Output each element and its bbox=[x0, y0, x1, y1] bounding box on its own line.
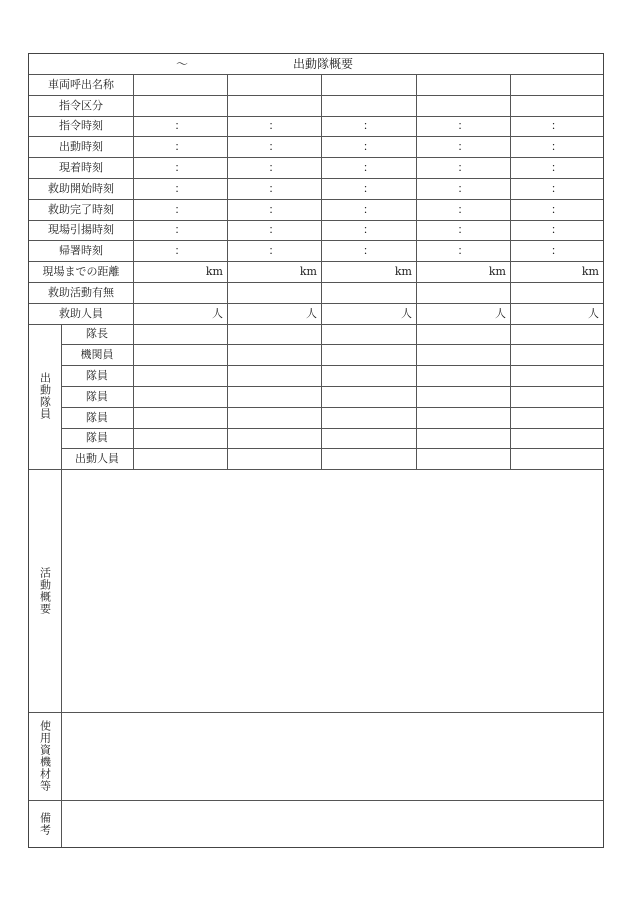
row-value-cell[interactable] bbox=[133, 282, 227, 303]
crew-member-cell[interactable] bbox=[227, 324, 321, 345]
dispatch-summary-form bbox=[28, 53, 604, 848]
row-value-cell[interactable] bbox=[227, 95, 321, 116]
crew-member-cell[interactable] bbox=[416, 448, 510, 469]
crew-member-cell[interactable] bbox=[416, 386, 510, 407]
row-value-cell[interactable]: ： bbox=[174, 140, 186, 154]
crew-member-cell[interactable] bbox=[510, 365, 603, 386]
crew-member-cell[interactable] bbox=[227, 386, 321, 407]
crew-member-cell[interactable] bbox=[321, 324, 416, 345]
row-value-cell[interactable]: ： bbox=[268, 140, 280, 154]
row-value-cell[interactable] bbox=[133, 74, 227, 95]
crew-member-cell[interactable] bbox=[227, 407, 321, 428]
crew-member-cell[interactable] bbox=[321, 365, 416, 386]
crew-member-label: 隊員 bbox=[86, 389, 108, 403]
crew-member-cell[interactable] bbox=[416, 407, 510, 428]
grid-line bbox=[61, 469, 62, 712]
crew-member-cell[interactable] bbox=[510, 407, 603, 428]
crew-member-cell[interactable] bbox=[510, 428, 603, 449]
row-value-cell[interactable]: ： bbox=[174, 119, 186, 133]
remarks-field[interactable] bbox=[61, 800, 603, 847]
equipment-used-field[interactable] bbox=[61, 712, 603, 800]
grid-line bbox=[510, 74, 511, 469]
row-value-cell[interactable]: 人 bbox=[401, 306, 412, 320]
crew-member-cell[interactable] bbox=[227, 365, 321, 386]
crew-member-cell[interactable] bbox=[321, 428, 416, 449]
row-value-cell[interactable]: ： bbox=[457, 244, 469, 258]
row-value-cell[interactable]: ： bbox=[268, 119, 280, 133]
row-value-cell[interactable]: ： bbox=[551, 202, 562, 216]
activity-summary-field[interactable] bbox=[61, 469, 603, 712]
crew-member-cell[interactable] bbox=[133, 448, 227, 469]
row-value-cell[interactable]: ： bbox=[174, 161, 186, 175]
row-value-cell[interactable] bbox=[510, 282, 603, 303]
row-label: 救助人員 bbox=[59, 306, 103, 320]
grid-line bbox=[416, 74, 417, 469]
grid-line bbox=[61, 712, 62, 800]
row-value-cell[interactable]: ： bbox=[551, 223, 562, 237]
crew-member-cell[interactable] bbox=[510, 324, 603, 345]
row-value-cell[interactable]: 人 bbox=[306, 306, 317, 320]
row-label: 車両呼出名称 bbox=[48, 77, 114, 91]
row-label: 出動時刻 bbox=[59, 140, 103, 154]
row-value-cell[interactable] bbox=[227, 282, 321, 303]
row-value-cell[interactable] bbox=[227, 74, 321, 95]
row-value-cell[interactable] bbox=[416, 74, 510, 95]
row-value-cell[interactable] bbox=[416, 282, 510, 303]
crew-member-label: 隊員 bbox=[86, 369, 108, 383]
crew-member-cell[interactable] bbox=[510, 448, 603, 469]
grid-line bbox=[61, 324, 62, 470]
row-value-cell[interactable] bbox=[510, 74, 603, 95]
row-value-cell[interactable]: ： bbox=[268, 181, 280, 195]
row-value-cell[interactable] bbox=[321, 95, 416, 116]
crew-member-cell[interactable] bbox=[416, 344, 510, 365]
crew-member-cell[interactable] bbox=[133, 365, 227, 386]
crew-member-cell[interactable] bbox=[321, 407, 416, 428]
row-value-cell[interactable]: km bbox=[205, 265, 223, 279]
row-value-cell[interactable]: ： bbox=[457, 119, 469, 133]
row-value-cell[interactable]: ： bbox=[174, 244, 186, 258]
grid-line bbox=[61, 800, 62, 847]
crew-member-cell[interactable] bbox=[510, 344, 603, 365]
row-value-cell[interactable]: 人 bbox=[588, 306, 599, 320]
row-value-cell[interactable]: ： bbox=[363, 223, 374, 237]
row-value-cell[interactable]: ： bbox=[363, 244, 374, 258]
crew-member-cell[interactable] bbox=[510, 386, 603, 407]
crew-member-label: 隊員 bbox=[86, 431, 108, 445]
crew-member-cell[interactable] bbox=[321, 344, 416, 365]
row-value-cell[interactable] bbox=[133, 95, 227, 116]
crew-member-cell[interactable] bbox=[416, 428, 510, 449]
activity-summary-label: 活動概要 bbox=[38, 566, 52, 615]
row-value-cell[interactable]: ： bbox=[457, 161, 469, 175]
crew-member-cell[interactable] bbox=[133, 407, 227, 428]
row-value-cell[interactable]: ： bbox=[457, 181, 469, 195]
row-label: 救助完了時刻 bbox=[48, 202, 114, 216]
header-tilde: ～ bbox=[175, 57, 188, 71]
row-value-cell[interactable] bbox=[321, 74, 416, 95]
crew-member-cell[interactable] bbox=[416, 365, 510, 386]
row-value-cell[interactable]: km bbox=[394, 265, 412, 279]
crew-member-cell[interactable] bbox=[416, 324, 510, 345]
remarks-label: 備考 bbox=[38, 811, 52, 836]
row-value-cell[interactable]: ： bbox=[268, 244, 280, 258]
row-value-cell[interactable]: ： bbox=[174, 181, 186, 195]
row-value-cell[interactable]: km bbox=[299, 265, 317, 279]
row-value-cell[interactable]: ： bbox=[363, 181, 374, 195]
row-label: 指令区分 bbox=[59, 98, 103, 112]
grid-line bbox=[133, 74, 134, 469]
row-value-cell[interactable] bbox=[416, 95, 510, 116]
grid-line bbox=[321, 74, 322, 469]
crew-member-label: 隊長 bbox=[86, 327, 108, 341]
row-value-cell[interactable]: ： bbox=[268, 223, 280, 237]
crew-member-cell[interactable] bbox=[133, 428, 227, 449]
crew-member-cell[interactable] bbox=[227, 448, 321, 469]
row-value-cell[interactable]: ： bbox=[551, 140, 562, 154]
row-value-cell[interactable]: ： bbox=[551, 119, 562, 133]
crew-member-label: 隊員 bbox=[86, 410, 108, 424]
row-label: 現場までの距離 bbox=[42, 265, 120, 279]
row-value-cell[interactable]: ： bbox=[268, 161, 280, 175]
crew-member-cell[interactable] bbox=[133, 324, 227, 345]
row-value-cell[interactable]: ： bbox=[268, 202, 280, 216]
row-value-cell[interactable]: ： bbox=[363, 119, 374, 133]
crew-member-label: 機関員 bbox=[80, 348, 114, 362]
row-label: 救助活動有無 bbox=[48, 285, 114, 299]
row-label: 現着時刻 bbox=[59, 161, 103, 175]
row-value-cell[interactable]: ： bbox=[363, 140, 374, 154]
row-label: 帰署時刻 bbox=[59, 244, 103, 258]
row-value-cell[interactable]: ： bbox=[174, 223, 186, 237]
row-value-cell[interactable]: ： bbox=[551, 181, 562, 195]
row-value-cell[interactable]: ： bbox=[363, 161, 374, 175]
row-value-cell[interactable]: ： bbox=[551, 244, 562, 258]
row-value-cell[interactable]: 人 bbox=[212, 306, 223, 320]
row-label: 現場引揚時刻 bbox=[48, 223, 114, 237]
row-value-cell[interactable]: ： bbox=[551, 161, 562, 175]
crew-member-cell[interactable] bbox=[133, 386, 227, 407]
equipment-used-label: 使用資機材等 bbox=[38, 720, 52, 793]
crew-member-cell[interactable] bbox=[321, 386, 416, 407]
row-value-cell[interactable]: ： bbox=[457, 140, 469, 154]
crew-member-label: 出動人員 bbox=[75, 452, 119, 466]
crew-member-cell[interactable] bbox=[133, 344, 227, 365]
form-title: 出動隊概要 bbox=[292, 57, 353, 71]
row-value-cell[interactable]: 人 bbox=[495, 306, 506, 320]
grid-line bbox=[227, 74, 228, 469]
row-value-cell[interactable]: km bbox=[488, 265, 506, 279]
row-label: 救助開始時刻 bbox=[48, 181, 114, 195]
row-value-cell[interactable]: ： bbox=[457, 223, 469, 237]
row-value-cell[interactable]: ： bbox=[363, 202, 374, 216]
row-value-cell[interactable]: km bbox=[581, 265, 599, 279]
crew-section-label: 出動隊員 bbox=[38, 372, 52, 421]
row-label: 指令時刻 bbox=[59, 119, 103, 133]
row-value-cell[interactable]: ： bbox=[457, 202, 469, 216]
crew-member-cell[interactable] bbox=[227, 344, 321, 365]
crew-member-cell[interactable] bbox=[321, 448, 416, 469]
row-value-cell[interactable] bbox=[510, 95, 603, 116]
crew-member-cell[interactable] bbox=[227, 428, 321, 449]
row-value-cell[interactable]: ： bbox=[174, 202, 186, 216]
row-value-cell[interactable] bbox=[321, 282, 416, 303]
